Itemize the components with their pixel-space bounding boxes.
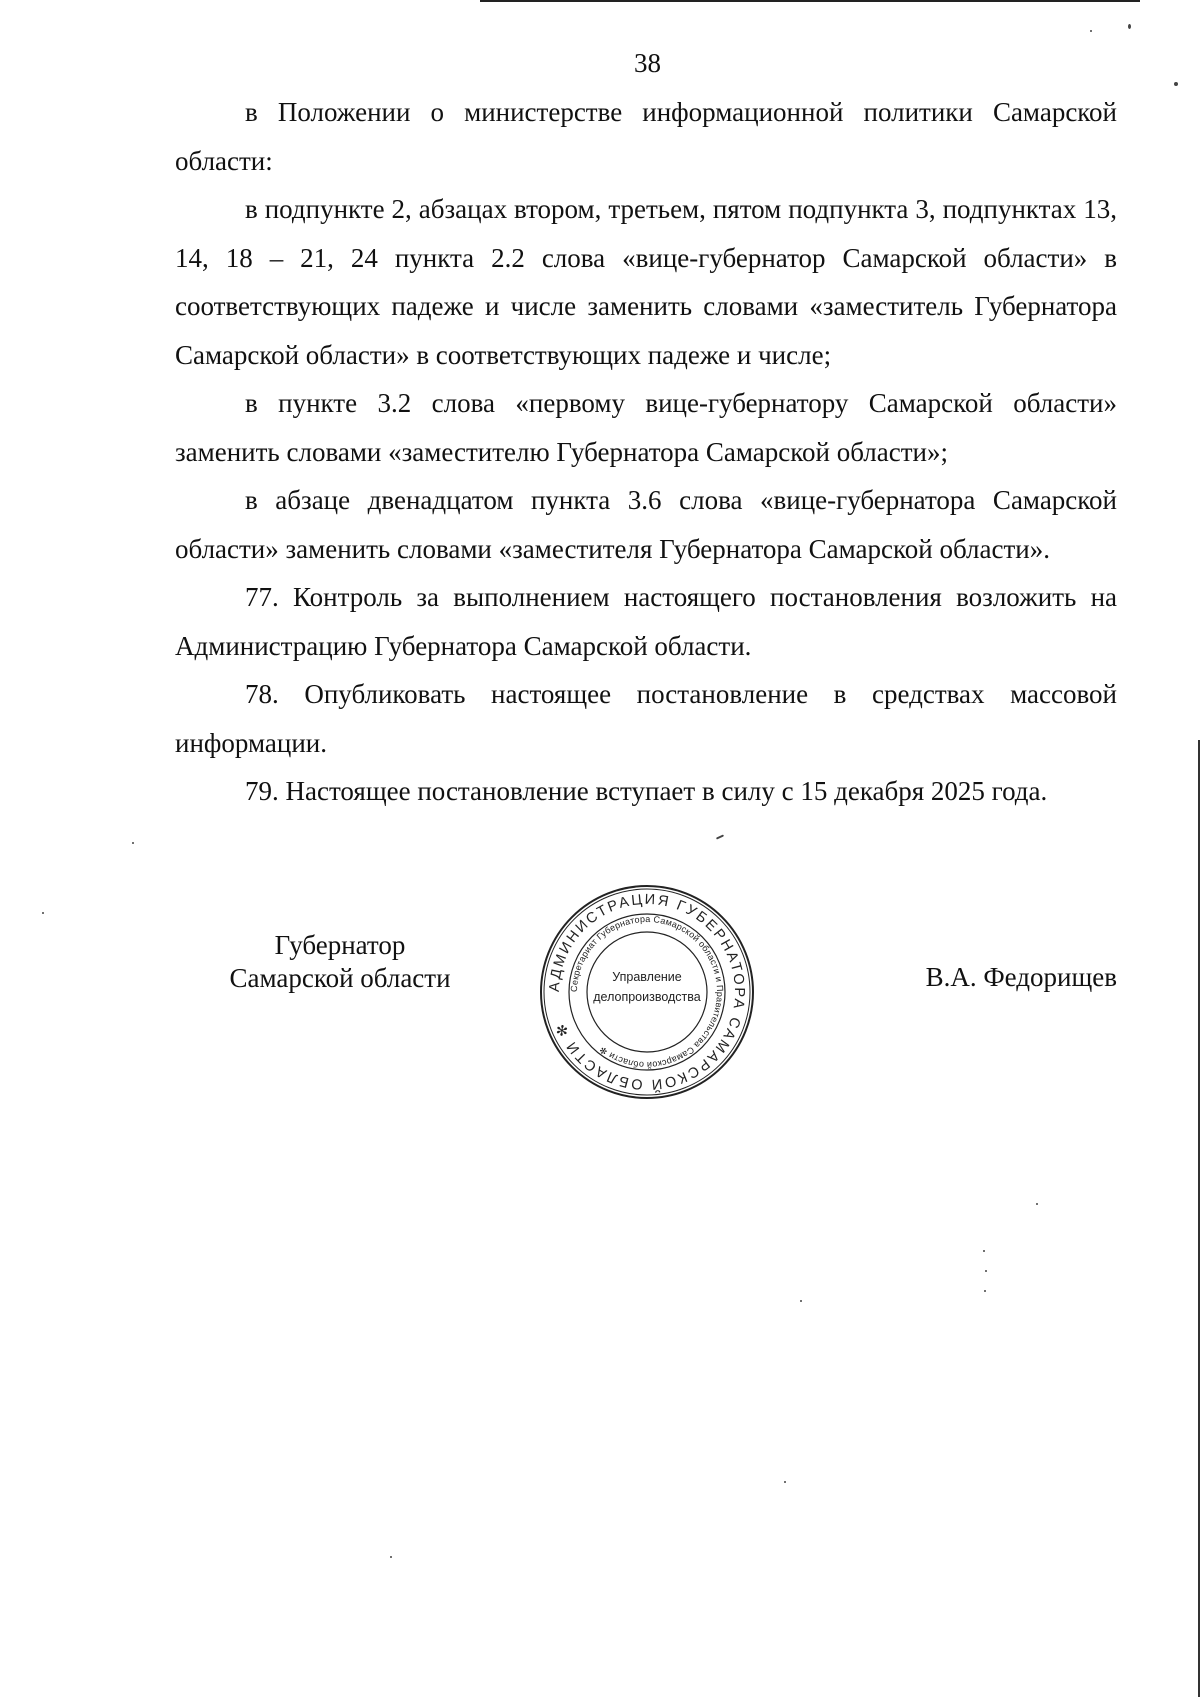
paragraph-3: в пункте 3.2 слова «первому вице-губернатору Самарской области» заменить словами «заместителю Губернатора Самарской области»; — [175, 388, 1117, 467]
top-edge-line — [480, 0, 1140, 2]
scan-speck — [1036, 1203, 1038, 1205]
paragraph-4: в абзаце двенадцатом пункта 3.6 слова «вице-губернатора Самарской области» заменить словами «заместителя Губернатора Самарской области». — [175, 485, 1117, 564]
scan-speck — [1174, 82, 1178, 86]
scan-speck — [800, 1300, 802, 1302]
scan-speck — [390, 1556, 392, 1558]
scan-speck — [984, 1290, 986, 1292]
signatory-position — [210, 929, 470, 995]
official-seal — [537, 882, 757, 1102]
seal-center-text — [537, 967, 757, 1007]
scan-speck — [784, 1481, 786, 1483]
signatory-position-line-1: Губернатор — [274, 930, 406, 960]
seal-center-line-1: Управление — [612, 970, 682, 984]
seal-center-line-2: делопроизводства — [593, 990, 701, 1004]
scan-speck — [983, 1250, 985, 1252]
paragraph-1: в Положении о министерстве информационной политики Самарской области: — [175, 97, 1117, 176]
scan-speck — [1128, 24, 1131, 29]
paragraph-2: в подпункте 2, абзацах втором, третьем, пятом подпункта 3, подпунктах 13, 14, 18 – 21, 24 пункта 2.2 слова «вице-губернатор Самарской области» в соответствующих падеже и числе заменить словами «заместитель Губернатора Самарской области» в соответствующих падеже и числе; — [175, 194, 1117, 370]
scan-speck — [42, 912, 44, 914]
scan-speck — [132, 842, 134, 844]
paragraph-79: 79. Настоящее постановление вступает в силу с 15 декабря 2025 года. — [245, 776, 1048, 806]
scan-speck — [716, 834, 724, 839]
scan-speck — [985, 1270, 987, 1272]
signature-block — [175, 874, 1117, 1114]
document-body — [175, 88, 1117, 816]
signatory-name: В.А. Федорищев — [925, 962, 1117, 992]
signatory-position-line-2: Самарской области — [229, 963, 451, 993]
paragraph-78: 78. Опубликовать настоящее постановление в средствах массовой информации. — [175, 679, 1117, 758]
paragraph-77: 77. Контроль за выполнением настоящего постановления возложить на Администрацию Губернатора Самарской области. — [175, 582, 1117, 661]
scan-speck — [1090, 30, 1092, 32]
page-number: 38 — [634, 48, 661, 78]
seal-outer-ring-text: АДМИНИСТРАЦИЯ ГУБЕРНАТОРА САМАРСКОЙ ОБЛАСТИ ✻ — [546, 891, 748, 1093]
seal-middle-ring-text: Секретариат Губернатора Самарской области и Правительства Самарской области ✻ — [568, 913, 726, 1071]
